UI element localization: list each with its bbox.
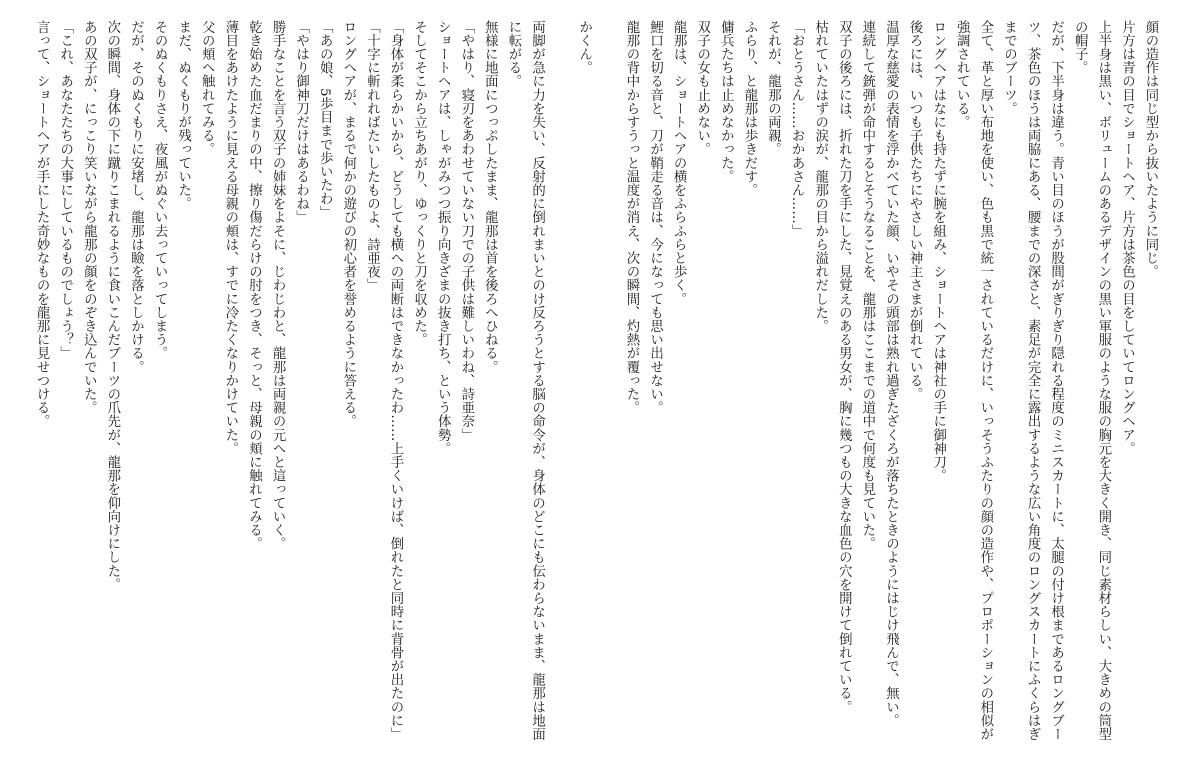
vertical-text-body <box>30 20 1163 745</box>
paragraph: 枯れていたはずの涙が、龍那の目から溢れだした。 <box>812 20 828 333</box>
paragraph: 後ろには、いつも子供たちにやさしい神主さまが倒れている。 <box>907 20 923 401</box>
paragraph: 温厚な慈愛の表情を浮かべていた顔、いやその頭部は熟れ過ぎたざくろが落ちたときのようにはじけ飛んで、無い。 <box>883 20 899 728</box>
paragraph: 龍那の背中からすうっと温度が消え、次の瞬間、灼熱が覆った。 <box>623 20 639 415</box>
paragraph: 父の頬へ触れてみる。 <box>199 20 215 156</box>
paragraph: 「これ、あなたたちの大事にしているものでしょう？」 <box>57 20 73 360</box>
paragraph: ロングヘアはなにも持たずに腕を組み、ショートヘアは神社の手に御神刀。 <box>930 20 946 483</box>
paragraph: 勝手なことを言う双子の姉妹をよそに、じわじわと、龍那は両親の元へと這っていく。 <box>270 20 286 551</box>
paragraph: 薄目をあけたように見える母親の頬は、すでに冷たくなりかけていた。 <box>222 20 238 456</box>
paragraph: 両脚が急に力を失い、反射的に倒れまいとのけ反ろうとする脳の命令が、身体のどこにも伝わらないまま、龍那は地面に転がる。 <box>505 20 545 741</box>
paragraph: 鯉口を切る音と、刀が鞘走る音は、今になっても思い出せない。 <box>647 20 663 415</box>
paragraph: 「あの娘、5歩目まで歩いたわ」 <box>317 20 333 220</box>
paragraph: 顔の造作は同じ型から抜いたように同じ。 <box>1143 20 1158 279</box>
paragraph: そのぬくもりさえ、夜風がぬぐい去っていってしまう。 <box>152 20 168 360</box>
paragraph: そしてそこから立ちあがり、ゆっくりと刀を収めた。 <box>411 20 427 347</box>
paragraph: 「十字に斬れればたいしたものよ、詩亜夜」 <box>364 20 380 292</box>
paragraph: あの双子が、にっこり笑いながら龍那の顔をのぞき込んでいた。 <box>81 20 97 415</box>
paragraph: 連続して銃弾が命中するとそうなることを、龍那はここまでの道中で何度も見ていた。 <box>859 20 875 551</box>
paragraph: 全て、革と厚い布地を使い、色も黒で統一されているだけに、いっそうふたりの顔の造作や、プロポーションの相似が強調されている。 <box>954 20 993 741</box>
paragraph: ショートヘアは、しゃがみつつ振り向きざまの抜き打ち、という体勢。 <box>435 20 451 456</box>
paragraph: 乾き始めた血だまりの中、擦り傷だらけの肘をつき、そっと、母親の頬に触れてみる。 <box>246 20 262 551</box>
paragraph: 双子の女も止めない。 <box>694 20 710 156</box>
paragraph: それが、龍那の両親。 <box>765 20 781 156</box>
paragraph: ふらり、と龍那は歩きだす。 <box>741 20 757 197</box>
paragraph: 「やはり、寝刃をあわせていない刀での子供は難しいわね、詩亜奈」 <box>458 20 474 442</box>
blank-line <box>596 20 620 745</box>
blank-line <box>549 20 573 745</box>
paragraph: 傭兵たちは止めなかった。 <box>718 20 734 184</box>
paragraph: 片方は青の目でショートヘア、片方は茶色の目をしていてロングヘア。 <box>1119 20 1135 456</box>
paragraph: だが、下半身は違う。青い目のほうが股間がぎりぎり隠れる程度のミニスカートに、太腿の付け根まであるロングブーツ、茶色のほうは両脇にある、腰までの深さと、素足が完全に露出するような広い角度のロングスカートにふくらはぎまでのブーツ。 <box>1001 20 1064 741</box>
paragraph: 龍那は、ショートヘアの横をふらふらと歩く。 <box>671 20 687 306</box>
paragraph: 無様に地面につっぷしたまま、龍那は首を後ろへひねる。 <box>482 20 498 374</box>
paragraph: 「やはり御神刀だけはあるわね」 <box>293 20 309 224</box>
paragraph: ロングヘアが、まるで何かの遊びの初心者を誉めるように答える。 <box>340 20 356 428</box>
paragraph: だが、そのぬくもりに安堵し、龍那は瞼を落としかける。 <box>128 20 144 374</box>
paragraph: 「おとうさん……おかあさん……」 <box>789 20 805 238</box>
paragraph: かくん。 <box>576 20 592 75</box>
paragraph: 言って、ショートヘアが手にした奇妙なものを龍那に見せつける。 <box>34 20 50 428</box>
paragraph: 上半身は黒い、ボリュームのあるデザインの黒い軍服のような服の胸元を大きく開き、同じ素材らしい、大きめの筒型の帽子。 <box>1072 20 1111 741</box>
paragraph: 双子の後ろには、折れた刀を手にした、見覚えのある男女が、胸に幾つもの大きな血色の穴を開けて倒れている。 <box>836 20 852 714</box>
paragraph: 次の瞬間、身体の下に蹴りこまれるように食いこんだブーツの爪先が、龍那を仰向けにした。 <box>104 20 120 592</box>
paragraph: まだ、ぬくもりが残っていた。 <box>175 20 191 211</box>
paragraph: 「身体が柔らかいから、どうしても横への両断はできなかったわ……上手くいけば、倒れたと同時に背骨が出たのに」 <box>388 20 403 741</box>
